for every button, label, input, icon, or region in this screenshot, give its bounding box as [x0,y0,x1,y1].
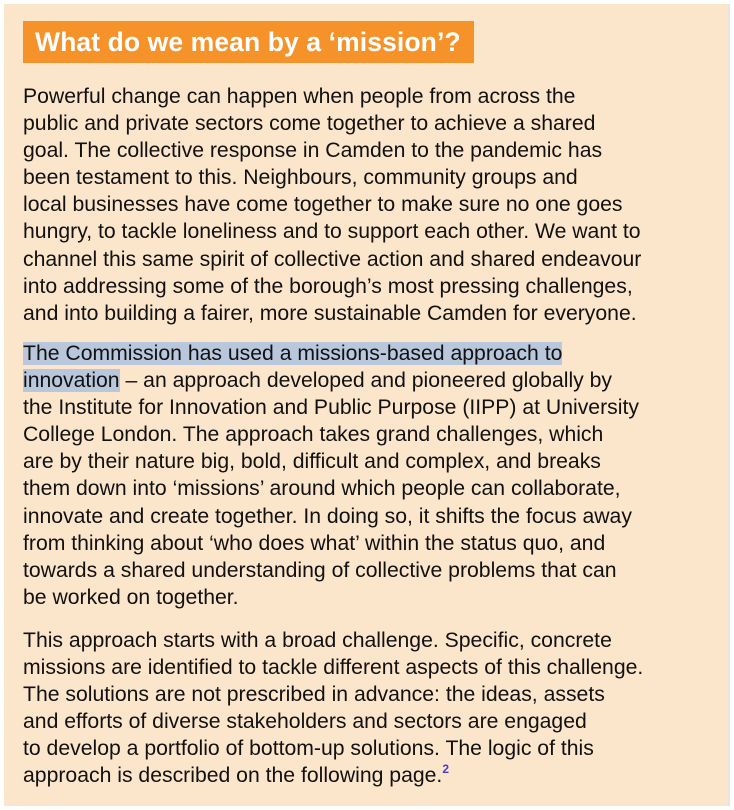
text-line: are by their nature big, bold, difficult and complex, and breaks [23,450,601,474]
text-line: missions are identified to tackle different aspects of this challenge. [23,656,644,680]
text-line: and efforts of diverse stakeholders and sectors are engaged [23,710,587,734]
text-line: local businesses have come together to make sure no one goes [23,193,623,217]
text-line: into addressing some of the borough’s most pressing challenges, [23,274,633,298]
selected-text[interactable]: innovation [23,369,120,393]
text-line: This approach starts with a broad challenge. Specific, concrete [23,629,612,652]
section-heading: What do we mean by a ‘mission’? [35,26,461,57]
text-line: goal. The collective response in Camden to the pandemic has [23,139,603,163]
footnote-link[interactable]: 2 [442,762,450,777]
text-line: towards a shared understanding of collective problems that can [23,558,617,582]
text-line: been testament to this. Neighbours, community groups and [23,166,578,190]
text-line: Powerful change can happen when people from across the [23,85,576,108]
text-line: the Institute for Innovation and Public Purpose (IIPP) at University [23,396,639,420]
text-line: channel this same spirit of collective action and shared endeavour [23,247,642,271]
text-line: be worked on together. [23,585,239,609]
text-line [23,340,729,367]
mission-info-panel [4,4,730,806]
text-line: and into building a fairer, more sustainable Camden for everyone. [23,301,637,325]
text-line: innovate and create together. In doing so, it shifts the focus away [23,504,632,528]
text-line: from thinking about ‘who does what’ within the status quo, and [23,531,606,555]
paragraph-approach [23,340,729,611]
paragraph-intro [23,83,729,327]
paragraph-solutions [23,627,729,790]
text-fragment: – an approach developed and pioneered globally by [119,369,613,393]
text-line: hungry, to tackle loneliness and to support each other. We want to [23,220,641,244]
text-line: public and private sectors come together to achieve a shared [23,112,596,136]
text-line: College London. The approach takes grand challenges, which [23,423,604,447]
text-line: them down into ‘missions’ around which people can collaborate, [23,477,621,501]
selected-text[interactable]: The Commission has used a missions-based approach to [23,342,563,365]
text-line: The solutions are not prescribed in advance: the ideas, assets [23,683,605,707]
text-line [23,762,729,789]
text-fragment: approach is described on the following page. [23,764,443,788]
text-line [23,367,729,394]
text-line: to develop a portfolio of bottom-up solutions. The logic of this [23,737,594,761]
section-heading-box [23,21,474,63]
